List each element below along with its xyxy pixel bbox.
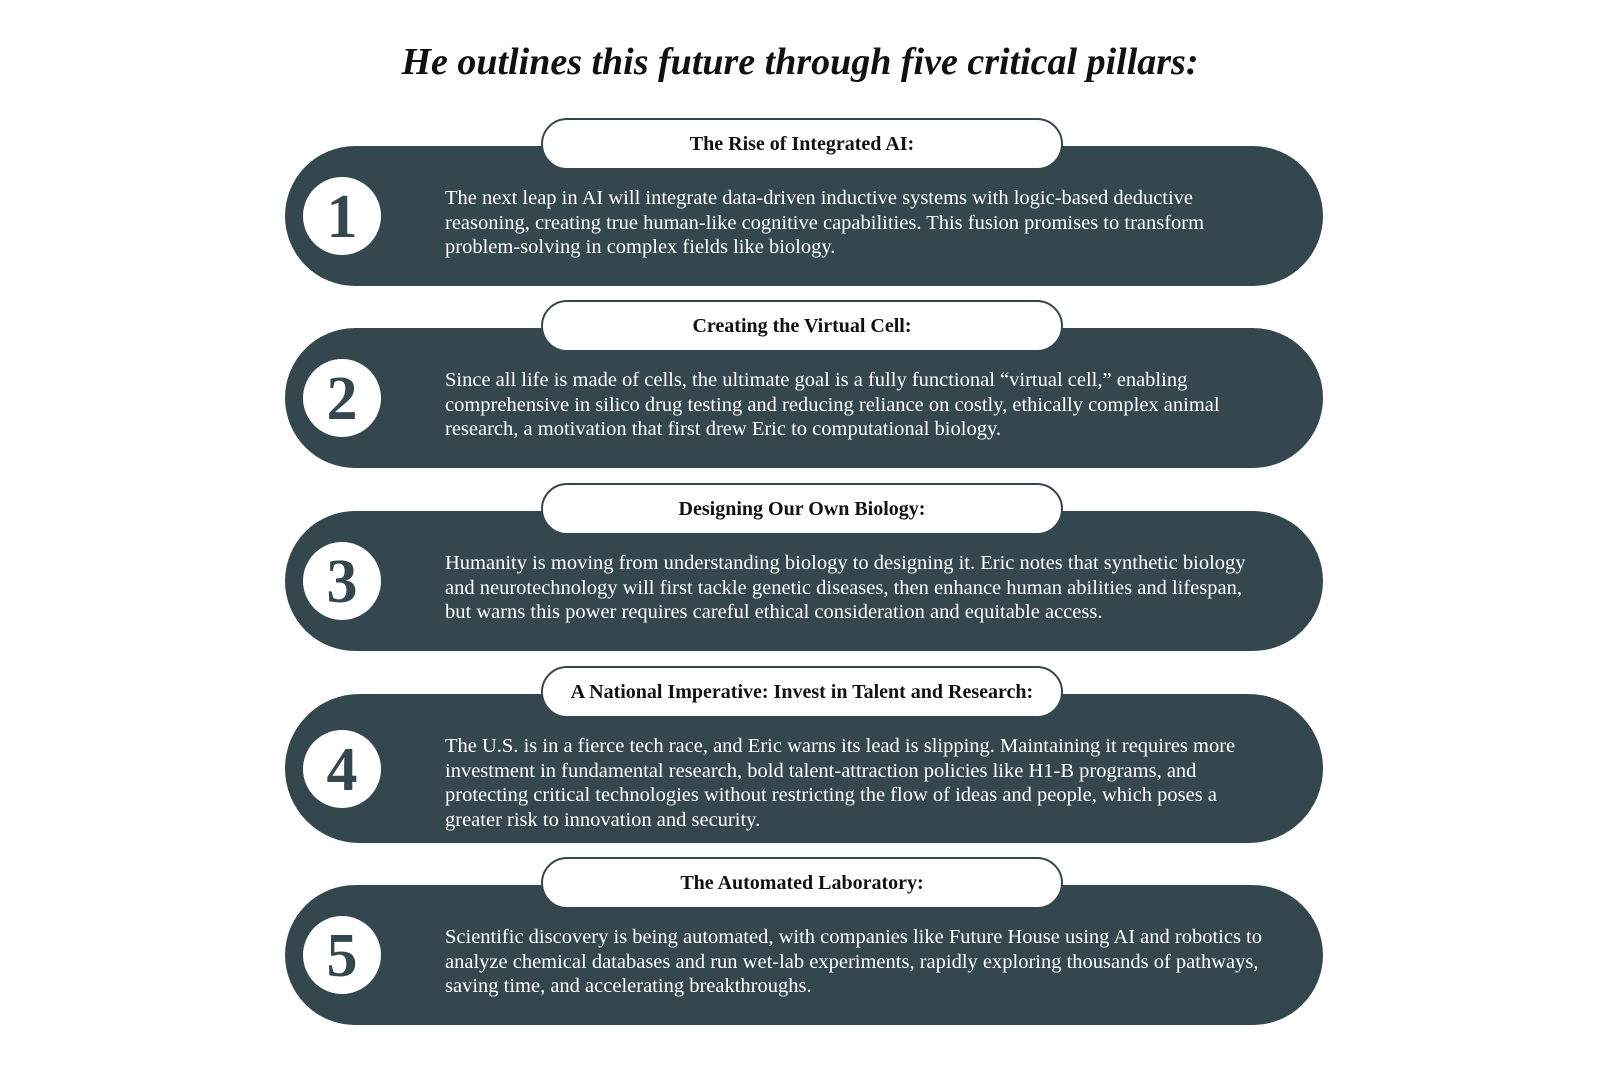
pillar-title: Designing Our Own Biology: [541,483,1063,535]
page-title: He outlines this future through five critical pillars: [401,41,1199,83]
pillar-5 [285,857,1323,1025]
pillar-2 [285,300,1323,468]
pillar-description: Humanity is moving from understanding biology to designing it. Eric notes that synthetic biology and neurotechnology will first tackle genetic diseases, then enhance human abilities and lifespan, but warns this power requires careful ethical consideration and equitable access. [445,552,1246,623]
pillar-title: A National Imperative: Invest in Talent and Research: [541,666,1063,718]
pillar-number-badge: 4 [303,730,381,808]
pillar-number-badge: 2 [303,359,381,437]
pillar-number-badge: 5 [303,916,381,994]
pillar-number-badge: 1 [303,177,381,255]
pillar-description: Scientific discovery is being automated, with companies like Future House using AI and robotics to analyze chemical databases and run wet-lab experiments, rapidly exploring thousands of pathways, saving time, and accelerating breakthroughs. [445,926,1262,997]
pillar-description: Since all life is made of cells, the ultimate goal is a fully functional “virtual cell,” enabling comprehensive in silico drug testing and reducing reliance on costly, ethically complex animal research, a motivation that first drew Eric to computational biology. [445,369,1220,440]
pillar-number-badge: 3 [303,542,381,620]
pillar-1 [285,118,1323,286]
pillar-3 [285,483,1323,651]
pillar-title: Creating the Virtual Cell: [541,300,1063,352]
pillar-4 [285,666,1323,843]
pillar-description: The next leap in AI will integrate data-driven inductive systems with logic-based deductive reasoning, creating true human-like cognitive capabilities. This fusion promises to transform problem-solving in complex fields like biology. [445,187,1205,258]
pillar-title: The Automated Laboratory: [541,857,1063,909]
pillar-title: The Rise of Integrated AI: [541,118,1063,170]
pillar-description: The U.S. is in a fierce tech race, and Eric warns its lead is slipping. Maintaining it requires more investment in fundamental research, bold talent-attraction policies like H1-B programs, and protecting critical technologies without restricting the flow of ideas and people, which poses a greater risk to innovation and security. [445,735,1236,831]
